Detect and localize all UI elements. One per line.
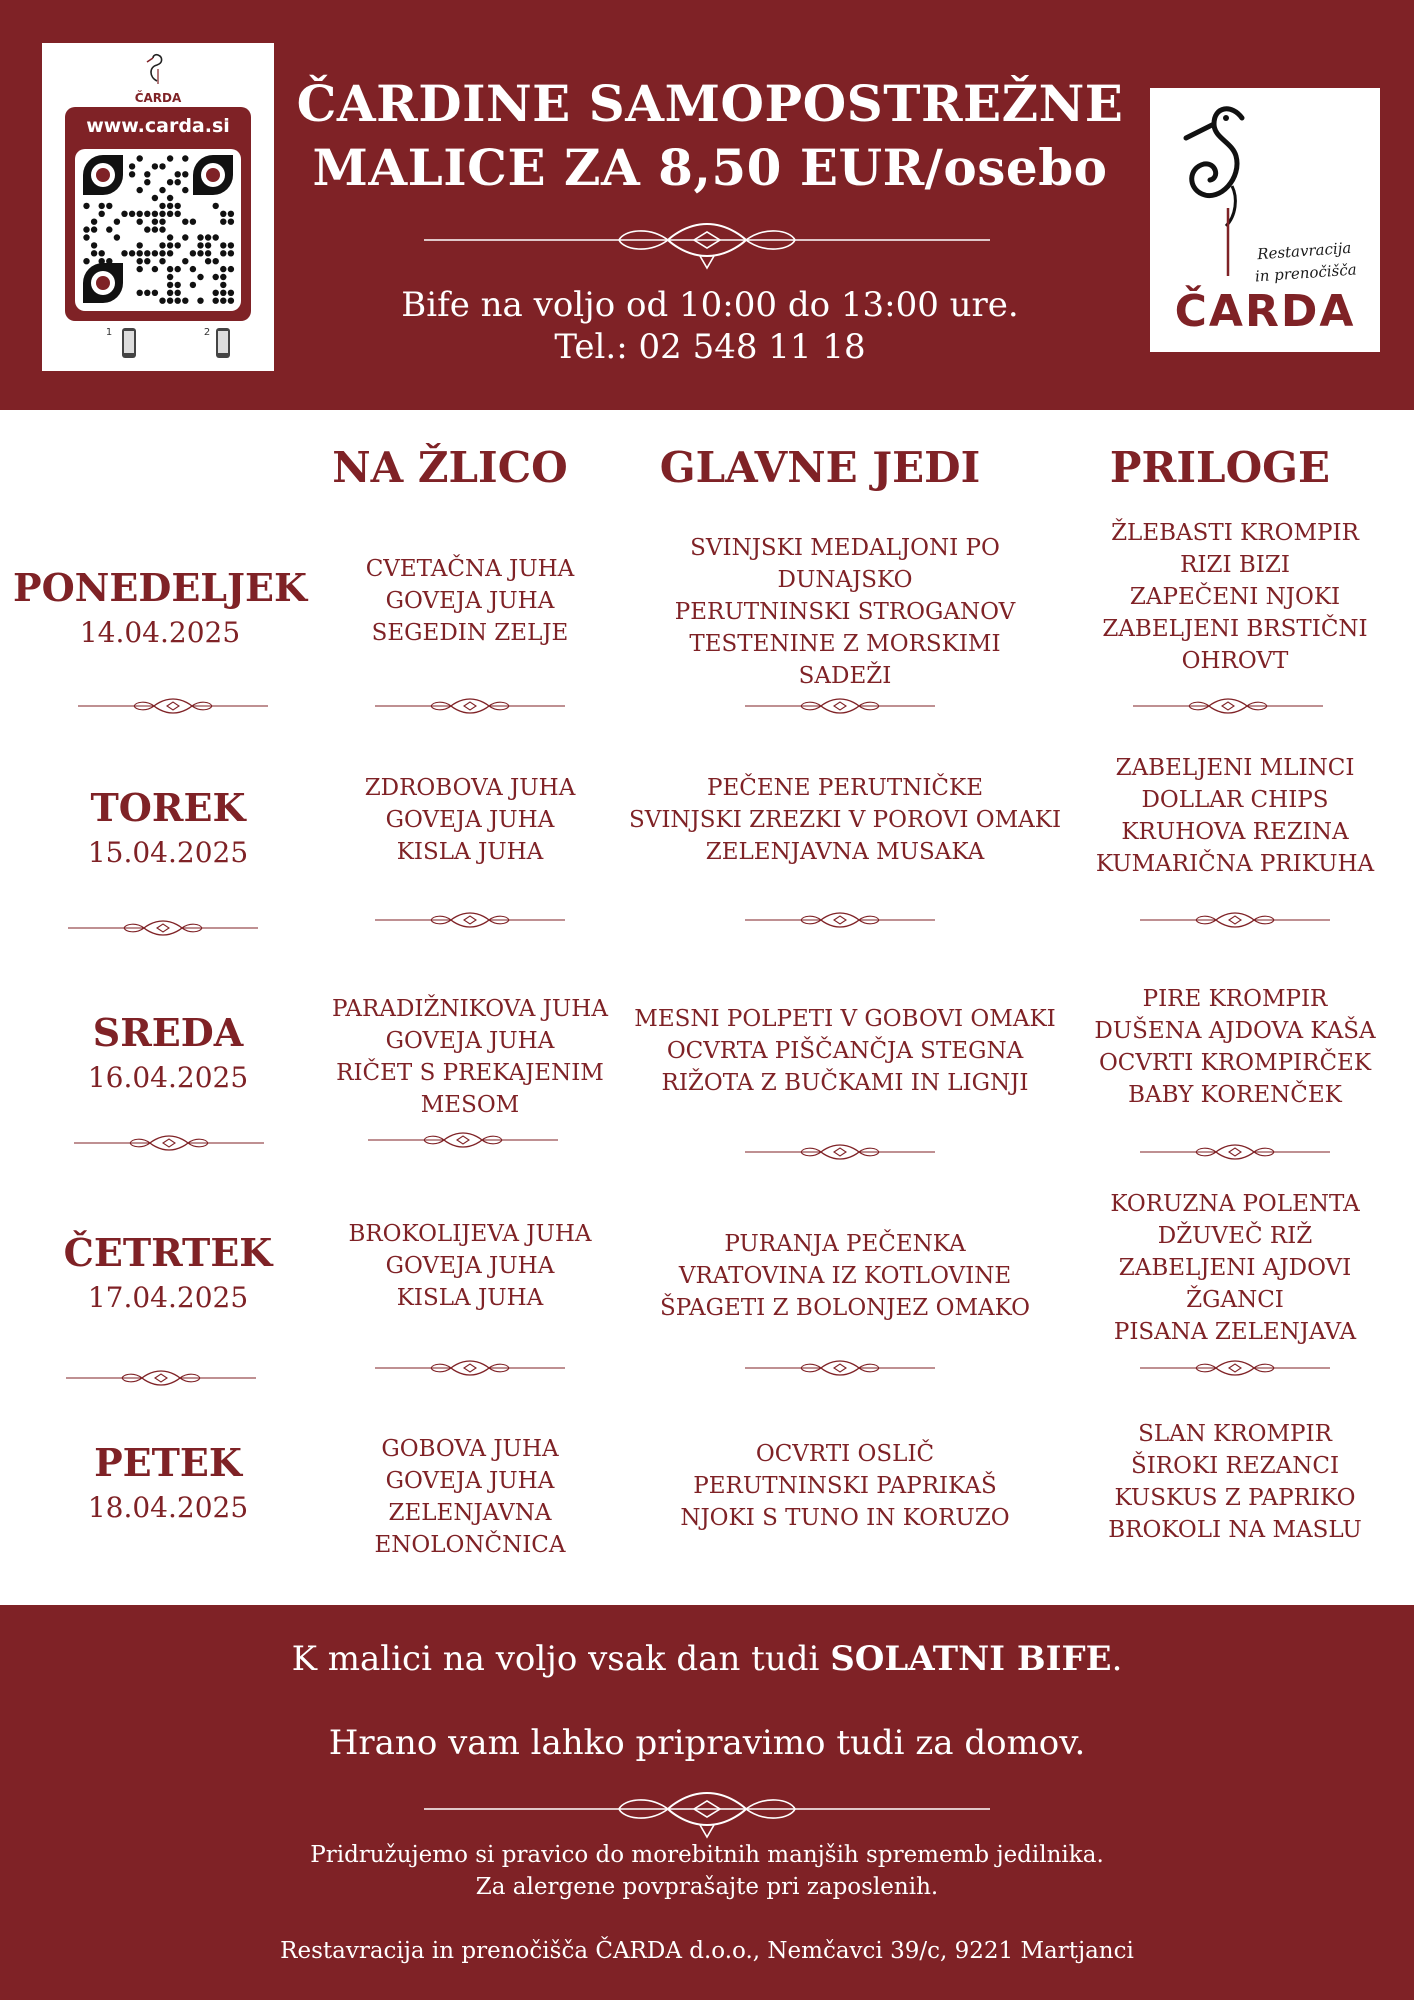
divider-ornament-icon (368, 1130, 558, 1154)
qr-step-1 (64, 327, 154, 338)
menu-item: VRATOVINA IZ KOTLOVINE (678, 1263, 1012, 1289)
menu-item: DŽUVEČ RIŽ (1157, 1223, 1313, 1249)
menu-item: KISLA JUHA (396, 839, 544, 865)
menu-item: DUNAJSKO (777, 567, 913, 593)
day-name: ČETRTEK (63, 1230, 273, 1275)
menu-item: CVETAČNA JUHA (365, 556, 575, 582)
menu-item: GOBOVA JUHA (381, 1436, 559, 1462)
divider-ornament-icon (78, 696, 268, 720)
divider-ornament-icon (74, 1133, 264, 1157)
menu-item: SADEŽI (798, 663, 892, 689)
phone-open-icon (214, 327, 232, 361)
menu-cell-soup (300, 1218, 640, 1314)
menu-item: PIRE KROMPIR (1142, 986, 1328, 1012)
divider-ornament-icon (1133, 696, 1323, 720)
disclaimer (0, 1839, 1414, 1903)
disclaimer-line-2: Za alergene povprašajte pri zaposlenih. (475, 1874, 939, 1900)
day-date: 18.04.2025 (87, 1491, 249, 1524)
divider-ornament-icon (375, 1358, 565, 1382)
qr-steps (42, 327, 274, 367)
menu-item: PERUTNINSKI STROGANOV (674, 599, 1016, 625)
menu-item: ŽGANCI (1186, 1287, 1284, 1313)
menu-item: PURANJA PEČENKA (724, 1231, 966, 1257)
menu-item: PEČENE PERUTNIČKE (707, 775, 983, 801)
phone-number[interactable]: Tel.: 02 548 11 18 (554, 327, 866, 367)
header-ornament-icon (424, 220, 990, 272)
menu-item: GOVEJA JUHA (385, 1028, 555, 1054)
menu-cell-soup (300, 553, 640, 649)
menu-item: ŠPAGETI Z BOLONJEZ OMAKO (659, 1295, 1031, 1321)
qr-card-logo (42, 51, 274, 105)
page-title (280, 72, 1140, 200)
menu-cell-side (1070, 517, 1400, 677)
qr-card (42, 43, 274, 371)
menu-item: RIČET S PREKAJENIM (336, 1060, 604, 1086)
menu-cell-side (1070, 1418, 1400, 1546)
column-header-side: PRILOGE (1109, 443, 1331, 492)
menu-cell-soup (300, 993, 640, 1121)
menu-item: ZAPEČENI NJOKI (1129, 584, 1341, 610)
day-date: 16.04.2025 (87, 1061, 249, 1094)
opening-hours (280, 284, 1140, 368)
menu-cell-main (620, 1003, 1070, 1099)
divider-ornament-icon (1140, 1358, 1330, 1382)
menu-item: GOVEJA JUHA (385, 807, 555, 833)
menu-item: KORUZNA POLENTA (1110, 1191, 1360, 1217)
menu-cell-side (1070, 1188, 1400, 1348)
header-banner (0, 0, 1414, 410)
website-url[interactable]: www.carda.si (86, 115, 230, 137)
column-header-soup: NA ŽLICO (332, 443, 568, 492)
menu-item: GOVEJA JUHA (385, 1468, 555, 1494)
day-name: PONEDELJEK (13, 565, 307, 610)
menu-item: KUSKUS Z PAPRIKO (1114, 1485, 1356, 1511)
qr-step-2-number: 2 (203, 327, 211, 338)
menu-item: KISLA JUHA (396, 1285, 544, 1311)
divider-ornament-icon (1140, 910, 1330, 934)
phone-scan-icon (120, 327, 138, 361)
divider-ornament-icon (68, 918, 258, 942)
menu-item: OHROVT (1181, 648, 1289, 674)
logo-script-line-2: in prenočišča (1254, 260, 1358, 286)
salad-note-bold: SOLATNI BIFE (830, 1639, 1112, 1679)
menu-item: DOLLAR CHIPS (1141, 787, 1329, 813)
divider-ornament-icon (375, 910, 565, 934)
logo-brand: ČARDA (1174, 286, 1356, 337)
menu-item: PISANA ZELENJAVA (1113, 1319, 1357, 1345)
salad-buffet-note (0, 1637, 1414, 1681)
divider-ornament-icon (745, 696, 935, 720)
logo-script-line-1: Restavracija (1256, 238, 1352, 264)
divider-ornament-icon (375, 696, 565, 720)
day-name: SREDA (92, 1010, 244, 1055)
qr-step-1-number: 1 (105, 327, 113, 338)
menu-item: RIZI BIZI (1180, 552, 1290, 578)
day-name: TOREK (90, 785, 246, 830)
menu-item: MESNI POLPETI V GOBOVI OMAKI (634, 1006, 1056, 1032)
title-line-2: MALICE ZA 8,50 EUR/osebo (312, 138, 1108, 197)
menu-item: ZELENJAVNA (388, 1500, 552, 1526)
menu-cell-soup (300, 1433, 640, 1561)
qr-step-2 (162, 327, 252, 338)
divider-ornament-icon (66, 1368, 256, 1392)
menu-item: NJOKI S TUNO IN KORUZO (680, 1505, 1010, 1531)
salad-note-suffix: . (1111, 1639, 1123, 1679)
menu-item: DUŠENA AJDOVA KAŠA (1094, 1018, 1376, 1044)
menu-item: PERUTNINSKI PAPRIKAŠ (693, 1473, 997, 1499)
menu-item: ZABELJENI BRSTIČNI (1102, 616, 1368, 642)
menu-cell-side (1070, 752, 1400, 880)
takeaway-note: Hrano vam lahko pripravimo tudi za domov. (328, 1723, 1086, 1763)
menu-item: SVINJSKI MEDALJONI PO (690, 535, 1000, 561)
menu-item: ŽLEBASTI KROMPIR (1111, 520, 1359, 546)
column-header-main: GLAVNE JEDI (659, 443, 981, 492)
divider-ornament-icon (745, 1142, 935, 1166)
footer-ornament-icon (424, 1789, 990, 1841)
menu-item: SVINJSKI ZREZKI V POROVI OMAKI (628, 807, 1062, 833)
qr-card-brand: ČARDA (134, 91, 182, 105)
menu-item: SLAN KROMPIR (1138, 1421, 1332, 1447)
menu-cell-main (620, 1438, 1070, 1534)
stork-icon (143, 51, 173, 85)
disclaimer-line-1: Pridružujemo si pravico do morebitnih manjših sprememb jedilnika. (310, 1842, 1104, 1868)
menu-cell-main (620, 532, 1070, 692)
menu-item: ŠIROKI REZANCI (1130, 1453, 1340, 1479)
qr-code-icon (75, 149, 241, 311)
salad-note-prefix: K malici na voljo vsak dan tudi (291, 1639, 831, 1679)
menu-cell-main (620, 1228, 1070, 1324)
divider-ornament-icon (745, 1358, 935, 1382)
company-address: Restavracija in prenočišča ČARDA d.o.o., Nemčavci 39/c, 9221 Martjanci (280, 1938, 1134, 1964)
menu-cell-soup (300, 772, 640, 868)
menu-item: GOVEJA JUHA (385, 588, 555, 614)
footer-banner (0, 1605, 1414, 2000)
menu-item: KUMARIČNA PRIKUHA (1095, 851, 1375, 877)
menu-item: BROKOLI NA MASLU (1108, 1517, 1362, 1543)
logo-script (1229, 235, 1382, 289)
divider-ornament-icon (1140, 1142, 1330, 1166)
buffet-hours: Bife na voljo od 10:00 do 13:00 ure. (401, 285, 1019, 325)
day-date: 14.04.2025 (79, 616, 241, 649)
day-date: 17.04.2025 (87, 1281, 249, 1314)
menu-item: OCVRTI KROMPIRČEK (1098, 1050, 1372, 1076)
divider-ornament-icon (745, 910, 935, 934)
menu-item: KRUHOVA REZINA (1121, 819, 1349, 845)
menu-item: SEGEDIN ZELJE (371, 620, 569, 646)
menu-item: RIŽOTA Z BUČKAMI IN LIGNJI (661, 1070, 1029, 1096)
menu-item: ZDROBOVA JUHA (364, 775, 576, 801)
restaurant-logo (1150, 88, 1380, 352)
menu-item: OCVRTI OSLIČ (755, 1441, 935, 1467)
day-date: 15.04.2025 (87, 836, 249, 869)
menu-item: TESTENINE Z MORSKIMI (689, 631, 1001, 657)
menu-item: GOVEJA JUHA (385, 1253, 555, 1279)
menu-item: PARADIŽNIKOVA JUHA (332, 996, 608, 1022)
menu-item: ZABELJENI AJDOVI (1118, 1255, 1352, 1281)
menu-item: BROKOLIJEVA JUHA (348, 1221, 592, 1247)
menu-cell-main (620, 772, 1070, 868)
qr-code[interactable] (75, 149, 241, 311)
menu-item: ENOLONČNICA (374, 1532, 566, 1558)
menu-item: ZELENJAVNA MUSAKA (705, 839, 985, 865)
menu-item: ZABELJENI MLINCI (1115, 755, 1355, 781)
title-line-1: ČARDINE SAMOPOSTREŽNE (296, 74, 1124, 133)
qr-panel (65, 107, 251, 321)
menu-item: BABY KORENČEK (1128, 1082, 1342, 1108)
menu-item: OCVRTA PIŠČANČJA STEGNA (666, 1038, 1024, 1064)
menu-item: MESOM (420, 1092, 520, 1118)
menu-cell-side (1070, 983, 1400, 1111)
day-name: PETEK (94, 1440, 242, 1485)
